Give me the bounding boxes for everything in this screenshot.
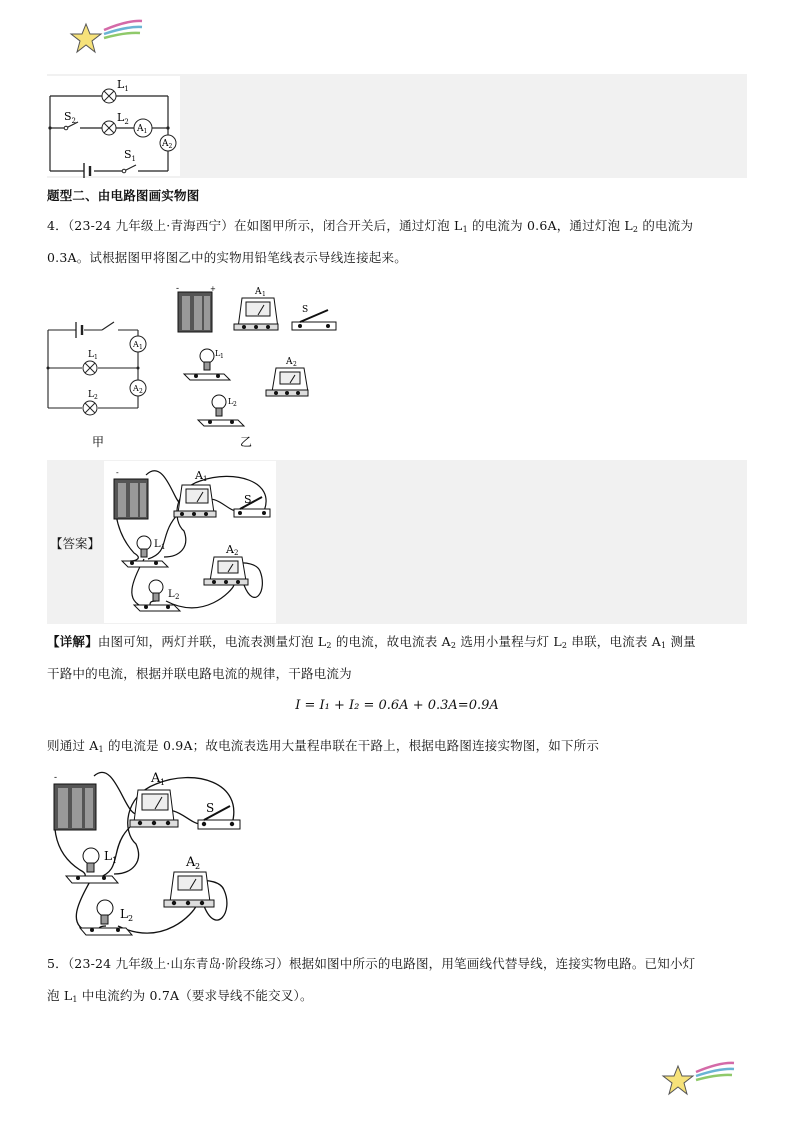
svg-text:A: A xyxy=(133,384,139,393)
svg-text:S: S xyxy=(206,801,215,815)
q4-line-2: 0.3A。试根据图甲将图乙中的实物用铅笔线表示导线连接起来。 xyxy=(47,250,407,265)
label-L2: $L_2$ xyxy=(117,111,129,126)
svg-text:L: L xyxy=(88,350,94,360)
svg-text:-: - xyxy=(176,284,180,294)
star-comet-icon xyxy=(660,1056,736,1100)
ammeter-icon xyxy=(164,872,214,907)
svg-text:A: A xyxy=(286,357,293,367)
svg-text:1: 1 xyxy=(203,475,208,483)
previous-circuit-diagram xyxy=(44,74,184,178)
svg-text:2: 2 xyxy=(233,401,237,408)
detail-line-3: 则通过 $A_1$ 的电流是 0.9A；故电流表选用大量程串联在干路上，根据电路图连接实物图，如下所示 xyxy=(47,738,600,754)
svg-text:S: S xyxy=(244,493,252,506)
star-comet-icon xyxy=(68,16,144,58)
svg-text:A: A xyxy=(255,287,262,297)
svg-text:1: 1 xyxy=(112,856,118,865)
svg-text:L: L xyxy=(88,390,94,400)
label-S1: $S_1$ xyxy=(124,148,137,163)
svg-text:A: A xyxy=(151,771,161,786)
label-L1: $L_1$ xyxy=(117,78,129,93)
detail-formula: I = I₁ + I₂ = 0.6A + 0.3A=0.9A xyxy=(295,698,499,713)
svg-text:1: 1 xyxy=(94,354,98,361)
svg-text:L: L xyxy=(215,349,221,358)
svg-text:2: 2 xyxy=(195,862,201,871)
svg-text:1: 1 xyxy=(161,543,166,551)
svg-text:1: 1 xyxy=(220,353,224,360)
battery-icon xyxy=(54,784,96,830)
svg-text:S: S xyxy=(302,305,309,315)
svg-text:2: 2 xyxy=(128,914,134,923)
q4-line-1: 4．（23-24 九年级上·青海西宁）在如图甲所示，闭合开关后，通过灯泡 $L_1$ 的电流为 0.6A，通过灯泡 $L_2$ 的电流为 xyxy=(47,218,694,234)
q5-line-1: 5．（23-24 九年级上·山东青岛·阶段练习）根据如图中所示的电路图，用笔画线代替导线，连接实物电路。已知小灯 xyxy=(47,956,696,971)
svg-text:1: 1 xyxy=(139,344,143,351)
svg-text:L: L xyxy=(104,849,112,863)
bulb-icon xyxy=(198,395,244,426)
svg-text:1: 1 xyxy=(262,291,266,298)
fig-jia-caption: 甲 xyxy=(92,435,105,449)
battery-icon xyxy=(114,479,148,519)
label-A2: $A_2$ xyxy=(162,139,173,150)
figure-jia-circuit xyxy=(40,310,160,450)
svg-text:A: A xyxy=(186,855,196,870)
ammeter-icon xyxy=(234,298,278,330)
svg-text:2: 2 xyxy=(293,361,297,368)
section-title: 题型二、由电路图画实物图 xyxy=(47,188,200,203)
svg-text:-: - xyxy=(116,468,119,477)
svg-text:L: L xyxy=(168,589,175,600)
detail-wiring-figure xyxy=(44,762,244,948)
ammeter-icon xyxy=(266,368,308,396)
svg-text:A: A xyxy=(226,543,234,556)
svg-text:2: 2 xyxy=(139,388,143,395)
svg-text:2: 2 xyxy=(234,549,239,557)
svg-text:L: L xyxy=(228,397,234,406)
svg-text:L: L xyxy=(120,907,128,921)
answer-wiring-figure xyxy=(104,461,276,623)
figure-yi-apparatus xyxy=(170,282,350,450)
svg-text:2: 2 xyxy=(94,394,98,401)
battery-icon xyxy=(178,292,212,332)
svg-text:L: L xyxy=(154,539,161,550)
detail-line-1: 【详解】由图可知，两灯并联，电流表测量灯泡 $L_2$ 的电流，故电流表 $A_2$ 选用小量程与灯 $L_2$ 串联，电流表 $A_1$ 测量 xyxy=(47,634,696,650)
svg-text:2: 2 xyxy=(175,593,180,601)
svg-text:1: 1 xyxy=(160,778,166,787)
q5-line-2: 泡 $L_1$ 中电流约为 0.7A（要求导线不能交叉）。 xyxy=(47,988,313,1004)
svg-text:+: + xyxy=(210,285,216,293)
fig-yi-caption: 乙 xyxy=(240,435,253,449)
ammeter-icon xyxy=(130,790,178,827)
switch-icon xyxy=(292,310,336,330)
svg-text:A: A xyxy=(195,469,203,482)
detail-line-2: 干路中的电流，根据并联电路电流的规律，干路电流为 xyxy=(47,666,352,681)
answer-label: 【答案】 xyxy=(50,536,101,551)
svg-text:A: A xyxy=(133,340,139,349)
svg-text:-: - xyxy=(54,773,58,783)
label-S2: $S_2$ xyxy=(64,110,77,125)
label-A1: $A_1$ xyxy=(137,124,148,135)
